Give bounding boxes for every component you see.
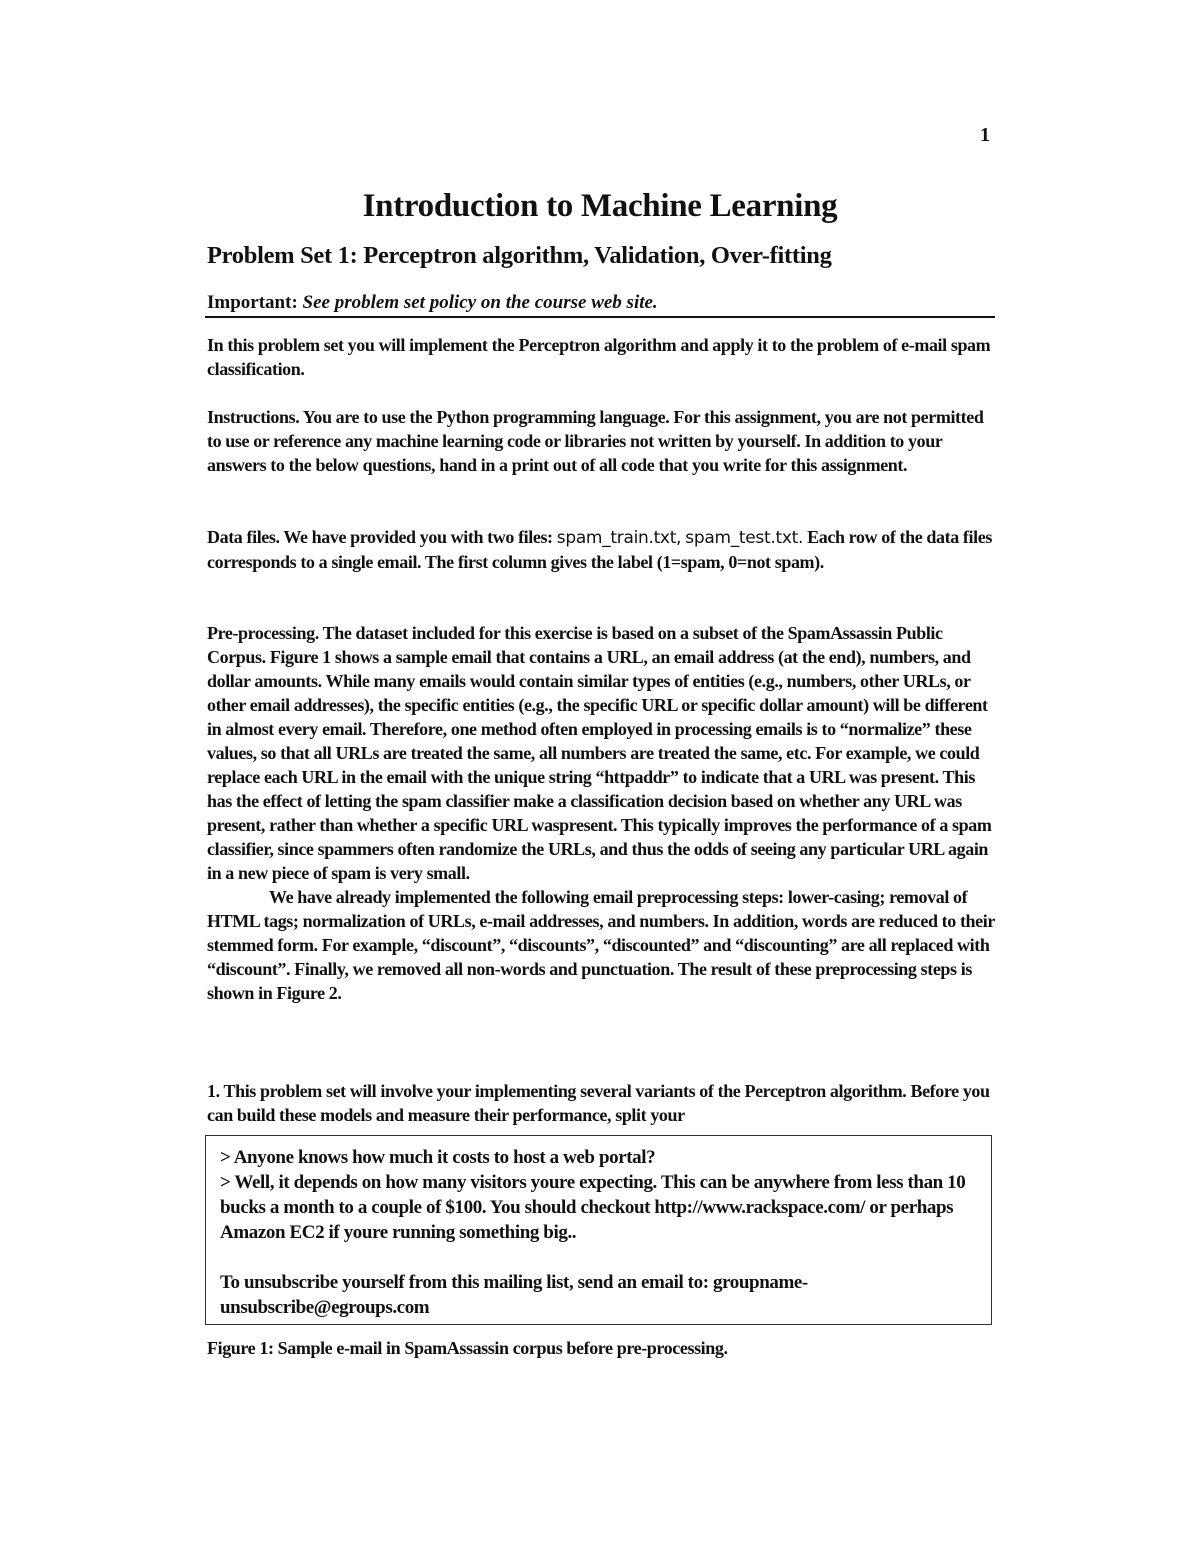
preprocessing-heading: Pre-processing. <box>207 623 319 643</box>
data-files-heading: Data files. <box>207 527 280 547</box>
preprocessing-text: The dataset included for this exercise is based on a subset of the SpamAssassin Public Corpus. Figure 1 shows a sample email that contains a URL, an email address (at the end), numbers, and dollar amounts. While many emails would contain similar types of entities (e.g., numbers, other URLs, or other email addresses), the specific entities (e.g., the specific URL or specific dollar amount) will be different in almost every email. Therefore, one method often employed in processing emails is to “normalize” these values, so that all URLs are treated the same, all numbers are treated the same, etc. For example, we could replace each URL in the email with the unique string “httpaddr” to indicate that a URL was present. This has the effect of letting the spam classifier make a classification decision based on whether any URL was present, rather than whether a specific URL waspresent. This typically improves the performance of a spam classifier, since spammers often randomize the URLs, and thus the odds of seeing any particular URL again in a new piece of spam is very small. <box>207 623 992 883</box>
instructions-paragraph <box>207 405 997 477</box>
preprocessing-paragraph <box>207 621 997 1005</box>
question-1-paragraph <box>207 1079 997 1127</box>
email-unsubscribe-line: To unsubscribe yourself from this mailing list, send an email to: groupname-unsubscribe@egroups.com <box>220 1272 808 1318</box>
question-1-text: 1. This problem set will involve your implementing several variants of the Perceptron algorithm. Before you can build these models and measure their performance, split your <box>207 1081 990 1125</box>
data-files-text-after: Each row of the data files corresponds to a single email. The first column gives the label (1=spam, 0=not spam). <box>207 527 992 572</box>
email-quote-line-1: > Anyone knows how much it costs to host a web portal? <box>220 1147 656 1168</box>
email-spacer <box>220 1245 977 1270</box>
email-quote-line-2: > Well, it depends on how many visitors youre expecting. This can be anywhere from less than 10 bucks a month to a couple of $100. You should checkout http://www.rackspace.com/ or perhaps Amazon EC2 if youre running something big.. <box>220 1172 966 1243</box>
preprocessing-steps-text: We have already implemented the following email preprocessing steps: lower-casing; removal of HTML tags; normalization of URLs, e-mail addresses, and numbers. In addition, words are reduced to their stemmed form. For example, “discount”, “discounts”, “discounted” and “discounting” are all replaced with “discount”. Finally, we removed all non-words and punctuation. The result of these preprocessing steps is shown in Figure 2. <box>207 887 995 1003</box>
important-text: See problem set policy on the course web site. <box>302 292 658 313</box>
instructions-heading: Instructions. <box>207 407 300 427</box>
header-rule <box>205 316 995 318</box>
test-file-name: spam_test.txt. <box>685 528 804 548</box>
instructions-text: You are to use the Python programming language. For this assignment, you are not permitted to use or reference any machine learning code or libraries not written by yourself. In addition to your answers to the below questions, hand in a print out of all code that you write for this assignment. <box>207 407 984 475</box>
sample-email-box <box>205 1135 992 1325</box>
data-files-paragraph <box>207 525 997 574</box>
intro-paragraph <box>207 333 997 381</box>
intro-text: In this problem set you will implement the Perceptron algorithm and apply it to the problem of e-mail spam classification. <box>207 335 991 379</box>
figure-1-caption: Figure 1: Sample e-mail in SpamAssassin corpus before pre-processing. <box>207 1338 728 1358</box>
data-files-text-before: We have provided you with two files: <box>283 527 553 547</box>
document-title: Introduction to Machine Learning <box>362 188 838 224</box>
train-file-name: spam_train.txt, <box>556 528 682 548</box>
important-label: Important: <box>207 292 298 313</box>
page-number: 1 <box>980 124 990 146</box>
important-note <box>207 292 658 314</box>
document-subtitle: Problem Set 1: Perceptron algorithm, Validation, Over-fitting <box>207 242 832 269</box>
